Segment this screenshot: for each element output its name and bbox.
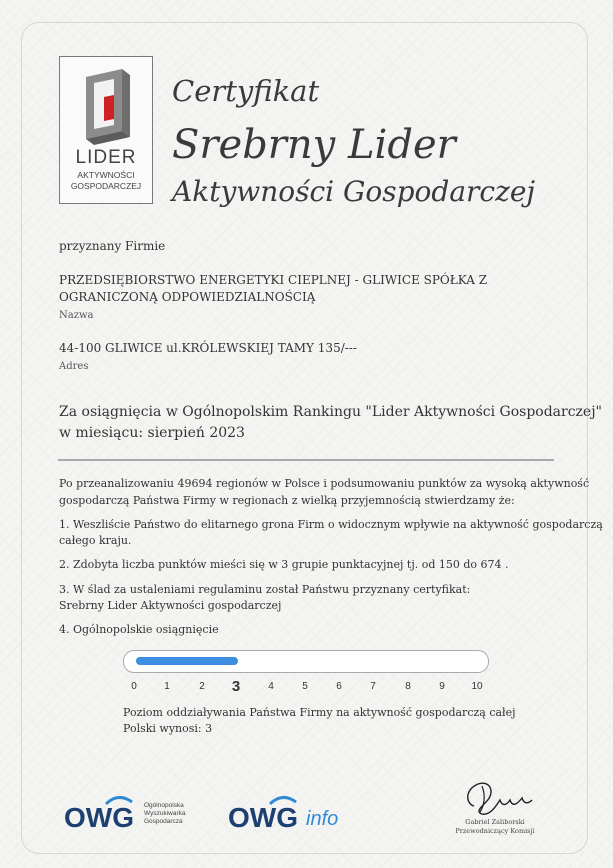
activity-level-fill (136, 657, 238, 665)
point-1-line-1: 1. Weszliście Państwo do elitarnego grona Firm o widocznym wpływie na aktywność gospodarczą (59, 518, 603, 531)
company-address-label: Adres (59, 361, 89, 372)
scale-tick: 5 (302, 681, 308, 692)
owg-tagline-2: Wyszukiwarka (144, 810, 186, 817)
owg-logo-mark (62, 794, 142, 834)
owg-wordmark: OWG (64, 802, 134, 833)
logo-subtitle-1: AKTYWNOŚCI (77, 170, 135, 180)
point-4: 4. Ogólnopolskie osiągnięcie (59, 623, 219, 636)
scale-tick: 3 (231, 678, 241, 695)
achievement-line-1: Za osiągnięcia w Ogólnopolskim Rankingu "Lider Aktywności Gospodarczej" (59, 404, 602, 420)
achievement-line-2: w miesiącu: sierpień 2023 (59, 425, 245, 441)
point-3-line-1: 3. W ślad za ustaleniami regulaminu został Państwu przyznany certyfikat: (59, 583, 471, 596)
point-3-line-2: Srebrny Lider Aktywności gospodarczej (59, 599, 282, 612)
info-wordmark: info (306, 808, 339, 830)
scale-tick: 10 (471, 681, 483, 692)
owg-tagline-3: Gospodarcza (144, 818, 183, 825)
signatory-role: Przewodniczący Komisji (455, 827, 535, 835)
company-name-line-2: OGRANICZONĄ ODPOWIEDZIALNOŚCIĄ (59, 290, 316, 304)
intro-line-1: Po przeanalizowaniu 49694 regionów w Polsce i podsumowaniu punktów za wysoką aktywność (59, 477, 590, 490)
activity-level-bar (123, 650, 489, 673)
award-subtitle: Aktywności Gospodarczej (172, 175, 536, 208)
company-name-label: Nazwa (59, 310, 94, 321)
certificate-heading: Certyfikat (172, 74, 320, 108)
scale-tick: 2 (199, 681, 205, 692)
scale-tick: 4 (268, 681, 274, 692)
signatory-name: Gabriel Zaliborski (465, 818, 525, 826)
lider-logo (59, 56, 153, 204)
logo-subtitle-2: GOSPODARCZEJ (70, 181, 142, 191)
divider (58, 459, 554, 461)
level-text-line-1: Poziom oddziaływania Państwa Firmy na aktywność gospodarczą całej (123, 706, 516, 719)
owg-tagline-1: Ogólnopolska (144, 802, 184, 809)
level-text-line-2: Polski wynosi: 3 (123, 722, 213, 735)
award-title: Srebrny Lider (172, 122, 456, 168)
point-2: 2. Zdobyta liczba punktów mieści się w 3 grupie punktacyjnej tj. od 150 do 674 . (59, 558, 509, 571)
logo-title: LIDER (75, 147, 137, 168)
scale-tick: 9 (439, 681, 445, 692)
awarded-to-label: przyznany Firmie (59, 239, 166, 253)
scale-tick: 8 (405, 681, 411, 692)
lider-logo-icon (74, 67, 138, 147)
owg-info-logo-mark (226, 794, 356, 834)
company-address: 44-100 GLIWICE ul.KRÓLEWSKIEJ TAMY 135/--- (59, 341, 357, 355)
owg-info-logo (226, 794, 356, 834)
owg-info-wordmark: OWG (228, 802, 298, 833)
intro-line-2: gospodarczą Państwa Firmy w regionach z wielką przyjemnością stwierdzamy że: (59, 494, 515, 507)
scale-tick: 6 (336, 681, 342, 692)
scale-tick: 7 (370, 681, 376, 692)
point-1-line-2: całego kraju. (59, 534, 132, 547)
owg-logo (62, 794, 202, 834)
scale-tick: 1 (164, 681, 170, 692)
scale-tick: 0 (131, 681, 137, 692)
signature (456, 776, 536, 818)
company-name-line-1: PRZEDSIĘBIORSTWO ENERGETYKI CIEPLNEJ - GLIWICE SPÓŁKA Z (59, 273, 488, 287)
